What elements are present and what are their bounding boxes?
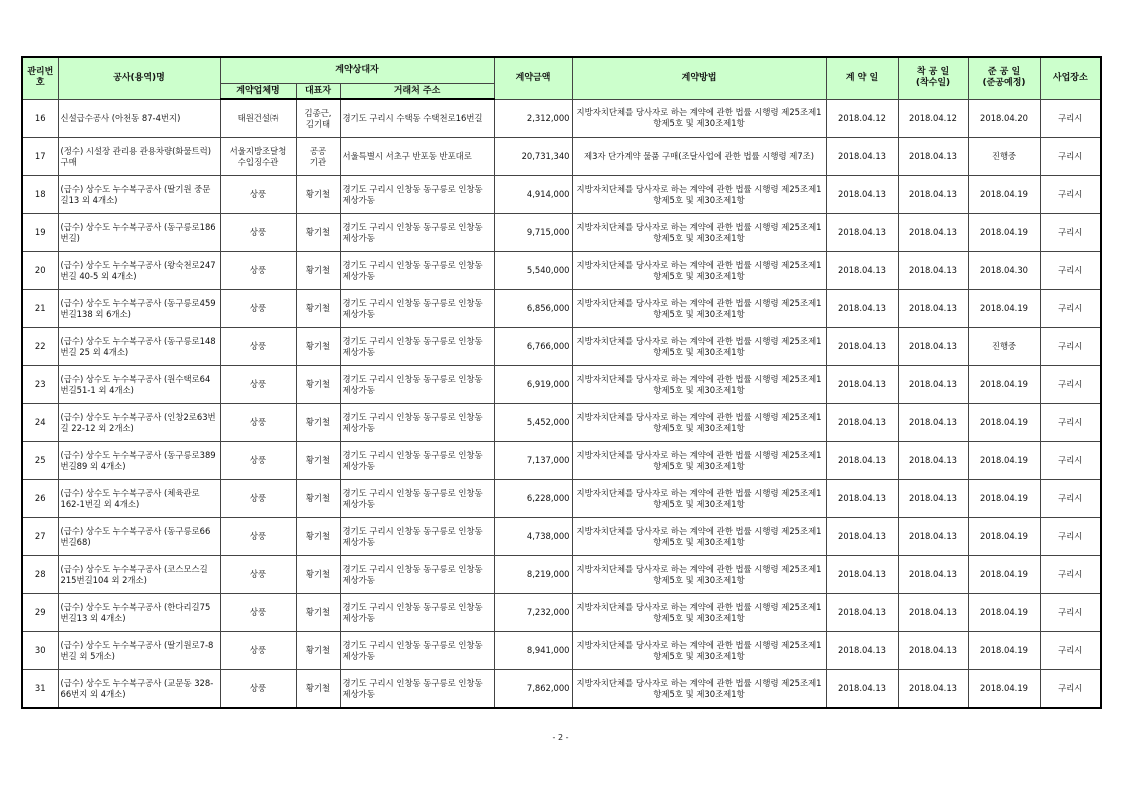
cell-amount: 6,919,000 — [494, 366, 572, 404]
cell-amount: 6,856,000 — [494, 290, 572, 328]
cell-name: (급수) 상수도 누수복구공사 (동구릉로186번길) — [58, 214, 220, 252]
table-row — [22, 480, 1101, 518]
cell-method: 지방자치단체를 당사자로 하는 계약에 관한 법률 시행령 제25조제1항제5호 및 제30조제1항 — [572, 176, 826, 214]
cell-no: 21 — [22, 290, 58, 328]
cell-no: 20 — [22, 252, 58, 290]
cell-company: 상풍 — [220, 214, 296, 252]
table-row — [22, 518, 1101, 556]
cell-name: (급수) 상수도 누수복구공사 (동구릉로389번길89 외 4개소) — [58, 442, 220, 480]
table-row — [22, 99, 1101, 138]
cell-address: 경기도 구리시 인창동 동구릉로 인창동 제상가동 — [340, 328, 494, 366]
table-row — [22, 404, 1101, 442]
cell-no: 26 — [22, 480, 58, 518]
cell-no: 23 — [22, 366, 58, 404]
cell-contract-date: 2018.04.13 — [826, 176, 898, 214]
cell-company: 상풍 — [220, 290, 296, 328]
cell-amount: 8,219,000 — [494, 556, 572, 594]
cell-method: 지방자치단체를 당사자로 하는 계약에 관한 법률 시행령 제25조제1항제5호 및 제30조제1항 — [572, 214, 826, 252]
cell-rep: 황기철 — [296, 480, 340, 518]
cell-method: 지방자치단체를 당사자로 하는 계약에 관한 법률 시행령 제25조제1항제5호 및 제30조제1항 — [572, 632, 826, 670]
cell-name: (급수) 상수도 누수복구공사 (인창2로63번길 22-12 외 2개소) — [58, 404, 220, 442]
cell-address: 경기도 구리시 인창동 동구릉로 인창동 제상가동 — [340, 480, 494, 518]
header-end-date: 준 공 일 (준공예정) — [968, 57, 1040, 99]
cell-address: 경기도 구리시 인창동 동구릉로 인창동 제상가동 — [340, 518, 494, 556]
cell-end-date: 2018.04.19 — [968, 442, 1040, 480]
cell-method: 지방자치단체를 당사자로 하는 계약에 관한 법률 시행령 제25조제1항제5호 및 제30조제1항 — [572, 480, 826, 518]
cell-end-date: 2018.04.19 — [968, 480, 1040, 518]
cell-rep: 황기철 — [296, 214, 340, 252]
cell-location: 구리시 — [1040, 176, 1101, 214]
cell-contract-date: 2018.04.13 — [826, 480, 898, 518]
cell-contract-date: 2018.04.13 — [826, 328, 898, 366]
cell-company: 태원건설㈜ — [220, 99, 296, 138]
header-name: 공사(용역)명 — [58, 57, 220, 99]
cell-amount: 7,232,000 — [494, 594, 572, 632]
cell-contract-date: 2018.04.13 — [826, 670, 898, 709]
cell-end-date: 2018.04.30 — [968, 252, 1040, 290]
cell-end-date: 2018.04.19 — [968, 366, 1040, 404]
cell-location: 구리시 — [1040, 138, 1101, 176]
cell-amount: 4,914,000 — [494, 176, 572, 214]
header-method: 계약방법 — [572, 57, 826, 99]
cell-address: 경기도 구리시 인창동 동구릉로 인창동 제상가동 — [340, 366, 494, 404]
cell-end-date: 2018.04.19 — [968, 594, 1040, 632]
header-amount: 계약금액 — [494, 57, 572, 99]
cell-rep: 황기철 — [296, 176, 340, 214]
cell-start-date: 2018.04.13 — [898, 366, 968, 404]
table-row — [22, 366, 1101, 404]
cell-rep: 황기철 — [296, 670, 340, 709]
cell-amount: 6,228,000 — [494, 480, 572, 518]
table-row — [22, 290, 1101, 328]
table-row — [22, 214, 1101, 252]
cell-address: 경기도 구리시 인창동 동구릉로 인창동 제상가동 — [340, 404, 494, 442]
cell-location: 구리시 — [1040, 480, 1101, 518]
cell-location: 구리시 — [1040, 442, 1101, 480]
cell-name: (급수) 상수도 누수복구공사 (코스모스길215번길104 외 2개소) — [58, 556, 220, 594]
cell-location: 구리시 — [1040, 556, 1101, 594]
cell-no: 28 — [22, 556, 58, 594]
cell-rep: 황기철 — [296, 290, 340, 328]
cell-contract-date: 2018.04.13 — [826, 404, 898, 442]
cell-address: 경기도 구리시 인창동 동구릉로 인창동 제상가동 — [340, 214, 494, 252]
cell-contract-date: 2018.04.13 — [826, 442, 898, 480]
cell-end-date: 2018.04.19 — [968, 214, 1040, 252]
cell-contract-date: 2018.04.13 — [826, 594, 898, 632]
cell-contract-date: 2018.04.13 — [826, 138, 898, 176]
cell-start-date: 2018.04.13 — [898, 214, 968, 252]
cell-start-date: 2018.04.13 — [898, 442, 968, 480]
cell-location: 구리시 — [1040, 518, 1101, 556]
cell-method: 지방자치단체를 당사자로 하는 계약에 관한 법률 시행령 제25조제1항제5호 및 제30조제1항 — [572, 556, 826, 594]
cell-location: 구리시 — [1040, 290, 1101, 328]
cell-no: 24 — [22, 404, 58, 442]
cell-start-date: 2018.04.13 — [898, 556, 968, 594]
cell-no: 17 — [22, 138, 58, 176]
cell-address: 경기도 구리시 인창동 동구릉로 인창동 제상가동 — [340, 176, 494, 214]
table-row — [22, 594, 1101, 632]
cell-amount: 4,738,000 — [494, 518, 572, 556]
cell-name: (급수) 상수도 누수복구공사 (한다리길75번길13 외 4개소) — [58, 594, 220, 632]
cell-location: 구리시 — [1040, 670, 1101, 709]
cell-no: 18 — [22, 176, 58, 214]
cell-rep: 황기철 — [296, 594, 340, 632]
header-company: 계약업체명 — [220, 84, 296, 100]
cell-end-date: 진행중 — [968, 138, 1040, 176]
page-number: - 2 - — [552, 733, 569, 742]
cell-end-date: 2018.04.19 — [968, 290, 1040, 328]
cell-start-date: 2018.04.13 — [898, 290, 968, 328]
header-location: 사업장소 — [1040, 57, 1101, 99]
cell-contract-date: 2018.04.13 — [826, 252, 898, 290]
cell-end-date: 2018.04.20 — [968, 99, 1040, 138]
cell-amount: 7,862,000 — [494, 670, 572, 709]
cell-method: 지방자치단체를 당사자로 하는 계약에 관한 법률 시행령 제25조제1항제5호 및 제30조제1항 — [572, 99, 826, 138]
table-row — [22, 176, 1101, 214]
cell-company: 서울지방조달청 수입징수관 — [220, 138, 296, 176]
cell-name: (급수) 상수도 누수복구공사 (동구릉로148번길 25 외 4개소) — [58, 328, 220, 366]
cell-address: 경기도 구리시 인창동 동구릉로 인창동 제상가동 — [340, 442, 494, 480]
table-row — [22, 328, 1101, 366]
cell-name: (급수) 상수도 누수복구공사 (교문동 328-66번지 외 4개소) — [58, 670, 220, 709]
cell-amount: 5,540,000 — [494, 252, 572, 290]
cell-method: 지방자치단체를 당사자로 하는 계약에 관한 법률 시행령 제25조제1항제5호 및 제30조제1항 — [572, 252, 826, 290]
cell-company: 상풍 — [220, 176, 296, 214]
cell-rep: 황기철 — [296, 556, 340, 594]
cell-start-date: 2018.04.12 — [898, 99, 968, 138]
cell-start-date: 2018.04.13 — [898, 594, 968, 632]
cell-start-date: 2018.04.13 — [898, 670, 968, 709]
cell-amount: 20,731,340 — [494, 138, 572, 176]
cell-name: 신설급수공사 (아천동 87-4번지) — [58, 99, 220, 138]
cell-method: 지방자치단체를 당사자로 하는 계약에 관한 법률 시행령 제25조제1항제5호 및 제30조제1항 — [572, 366, 826, 404]
cell-name: (정수) 시설장 관리용 관용차량(화물트럭) 구매 — [58, 138, 220, 176]
header-address: 거래처 주소 — [340, 84, 494, 100]
cell-amount: 6,766,000 — [494, 328, 572, 366]
cell-end-date: 2018.04.19 — [968, 556, 1040, 594]
cell-start-date: 2018.04.13 — [898, 518, 968, 556]
cell-rep: 공공 기관 — [296, 138, 340, 176]
table-row — [22, 632, 1101, 670]
table-row — [22, 670, 1101, 709]
cell-company: 상풍 — [220, 670, 296, 709]
cell-address: 경기도 구리시 인창동 동구릉로 인창동 제상가동 — [340, 290, 494, 328]
cell-method: 지방자치단체를 당사자로 하는 계약에 관한 법률 시행령 제25조제1항제5호 및 제30조제1항 — [572, 518, 826, 556]
cell-no: 31 — [22, 670, 58, 709]
cell-location: 구리시 — [1040, 404, 1101, 442]
cell-method: 지방자치단체를 당사자로 하는 계약에 관한 법률 시행령 제25조제1항제5호 및 제30조제1항 — [572, 404, 826, 442]
cell-contract-date: 2018.04.13 — [826, 632, 898, 670]
cell-address: 경기도 구리시 인창동 동구릉로 인창동 제상가동 — [340, 632, 494, 670]
cell-start-date: 2018.04.13 — [898, 404, 968, 442]
cell-location: 구리시 — [1040, 99, 1101, 138]
cell-end-date: 진행중 — [968, 328, 1040, 366]
cell-amount: 5,452,000 — [494, 404, 572, 442]
table-body — [22, 99, 1101, 708]
cell-address: 경기도 구리시 인창동 동구릉로 인창동 제상가동 — [340, 670, 494, 709]
table-row — [22, 252, 1101, 290]
cell-location: 구리시 — [1040, 632, 1101, 670]
cell-company: 상풍 — [220, 632, 296, 670]
cell-contract-date: 2018.04.13 — [826, 366, 898, 404]
cell-method: 지방자치단체를 당사자로 하는 계약에 관한 법률 시행령 제25조제1항제5호 및 제30조제1항 — [572, 442, 826, 480]
table-row — [22, 138, 1101, 176]
cell-location: 구리시 — [1040, 594, 1101, 632]
cell-start-date: 2018.04.13 — [898, 328, 968, 366]
cell-company: 상풍 — [220, 480, 296, 518]
cell-name: (급수) 상수도 누수복구공사 (동구릉로459번길138 외 6개소) — [58, 290, 220, 328]
cell-method: 지방자치단체를 당사자로 하는 계약에 관한 법률 시행령 제25조제1항제5호 및 제30조제1항 — [572, 328, 826, 366]
cell-end-date: 2018.04.19 — [968, 176, 1040, 214]
cell-name: (급수) 상수도 누수복구공사 (딸기원로7-8번길 외 5개소) — [58, 632, 220, 670]
cell-company: 상풍 — [220, 518, 296, 556]
cell-method: 지방자치단체를 당사자로 하는 계약에 관한 법률 시행령 제25조제1항제5호 및 제30조제1항 — [572, 290, 826, 328]
cell-address: 경기도 구리시 인창동 동구릉로 인창동 제상가동 — [340, 252, 494, 290]
cell-rep: 김종근, 김기태 — [296, 99, 340, 138]
cell-no: 19 — [22, 214, 58, 252]
cell-no: 30 — [22, 632, 58, 670]
cell-company: 상풍 — [220, 328, 296, 366]
cell-start-date: 2018.04.13 — [898, 252, 968, 290]
cell-rep: 황기철 — [296, 632, 340, 670]
cell-company: 상풍 — [220, 442, 296, 480]
cell-company: 상풍 — [220, 366, 296, 404]
cell-rep: 황기철 — [296, 442, 340, 480]
cell-address: 서울특별시 서초구 반포동 반포대로 — [340, 138, 494, 176]
cell-method: 제3자 단가계약 물품 구매(조달사업에 관한 법률 시행령 제7조) — [572, 138, 826, 176]
cell-location: 구리시 — [1040, 328, 1101, 366]
cell-company: 상풍 — [220, 594, 296, 632]
cell-start-date: 2018.04.13 — [898, 176, 968, 214]
cell-no: 25 — [22, 442, 58, 480]
cell-method: 지방자치단체를 당사자로 하는 계약에 관한 법률 시행령 제25조제1항제5호 및 제30조제1항 — [572, 594, 826, 632]
cell-amount: 2,312,000 — [494, 99, 572, 138]
cell-rep: 황기철 — [296, 404, 340, 442]
cell-contract-date: 2018.04.13 — [826, 290, 898, 328]
header-contract-date: 계 약 일 — [826, 57, 898, 99]
cell-start-date: 2018.04.13 — [898, 632, 968, 670]
cell-start-date: 2018.04.13 — [898, 480, 968, 518]
cell-company: 상풍 — [220, 556, 296, 594]
cell-name: (급수) 상수도 누수복구공사 (체육관로162-1번길 외 4개소) — [58, 480, 220, 518]
header-start-date: 착 공 일 (착수일) — [898, 57, 968, 99]
header-counterparty: 계약상대자 — [220, 57, 494, 84]
cell-location: 구리시 — [1040, 214, 1101, 252]
cell-method: 지방자치단체를 당사자로 하는 계약에 관한 법률 시행령 제25조제1항제5호 및 제30조제1항 — [572, 670, 826, 709]
cell-no: 22 — [22, 328, 58, 366]
cell-address: 경기도 구리시 수택동 수택천로16번길 — [340, 99, 494, 138]
cell-end-date: 2018.04.19 — [968, 670, 1040, 709]
cell-contract-date: 2018.04.13 — [826, 518, 898, 556]
cell-rep: 황기철 — [296, 366, 340, 404]
cell-end-date: 2018.04.19 — [968, 518, 1040, 556]
cell-start-date: 2018.04.13 — [898, 138, 968, 176]
cell-amount: 9,715,000 — [494, 214, 572, 252]
cell-contract-date: 2018.04.13 — [826, 214, 898, 252]
cell-amount: 7,137,000 — [494, 442, 572, 480]
cell-rep: 황기철 — [296, 252, 340, 290]
cell-no: 27 — [22, 518, 58, 556]
cell-contract-date: 2018.04.13 — [826, 556, 898, 594]
cell-no: 29 — [22, 594, 58, 632]
cell-location: 구리시 — [1040, 366, 1101, 404]
cell-rep: 황기철 — [296, 328, 340, 366]
cell-company: 상풍 — [220, 404, 296, 442]
header-no: 관리번호 — [22, 57, 58, 99]
cell-no: 16 — [22, 99, 58, 138]
cell-end-date: 2018.04.19 — [968, 632, 1040, 670]
cell-address: 경기도 구리시 인창동 동구릉로 인창동 제상가동 — [340, 594, 494, 632]
cell-end-date: 2018.04.19 — [968, 404, 1040, 442]
contracts-table — [21, 56, 1102, 709]
cell-name: (급수) 상수도 누수복구공사 (동구릉로66번길68) — [58, 518, 220, 556]
cell-name: (급수) 상수도 누수복구공사 (원수택로64번길51-1 외 4개소) — [58, 366, 220, 404]
table-row — [22, 442, 1101, 480]
cell-rep: 황기철 — [296, 518, 340, 556]
header-rep: 대표자 — [296, 84, 340, 100]
cell-address: 경기도 구리시 인창동 동구릉로 인창동 제상가동 — [340, 556, 494, 594]
cell-name: (급수) 상수도 누수복구공사 (왕숙천로247번길 40-5 외 4개소) — [58, 252, 220, 290]
cell-location: 구리시 — [1040, 252, 1101, 290]
cell-amount: 8,941,000 — [494, 632, 572, 670]
table-row — [22, 556, 1101, 594]
cell-name: (급수) 상수도 누수복구공사 (딸기원 중문길13 외 4개소) — [58, 176, 220, 214]
cell-contract-date: 2018.04.12 — [826, 99, 898, 138]
cell-company: 상풍 — [220, 252, 296, 290]
